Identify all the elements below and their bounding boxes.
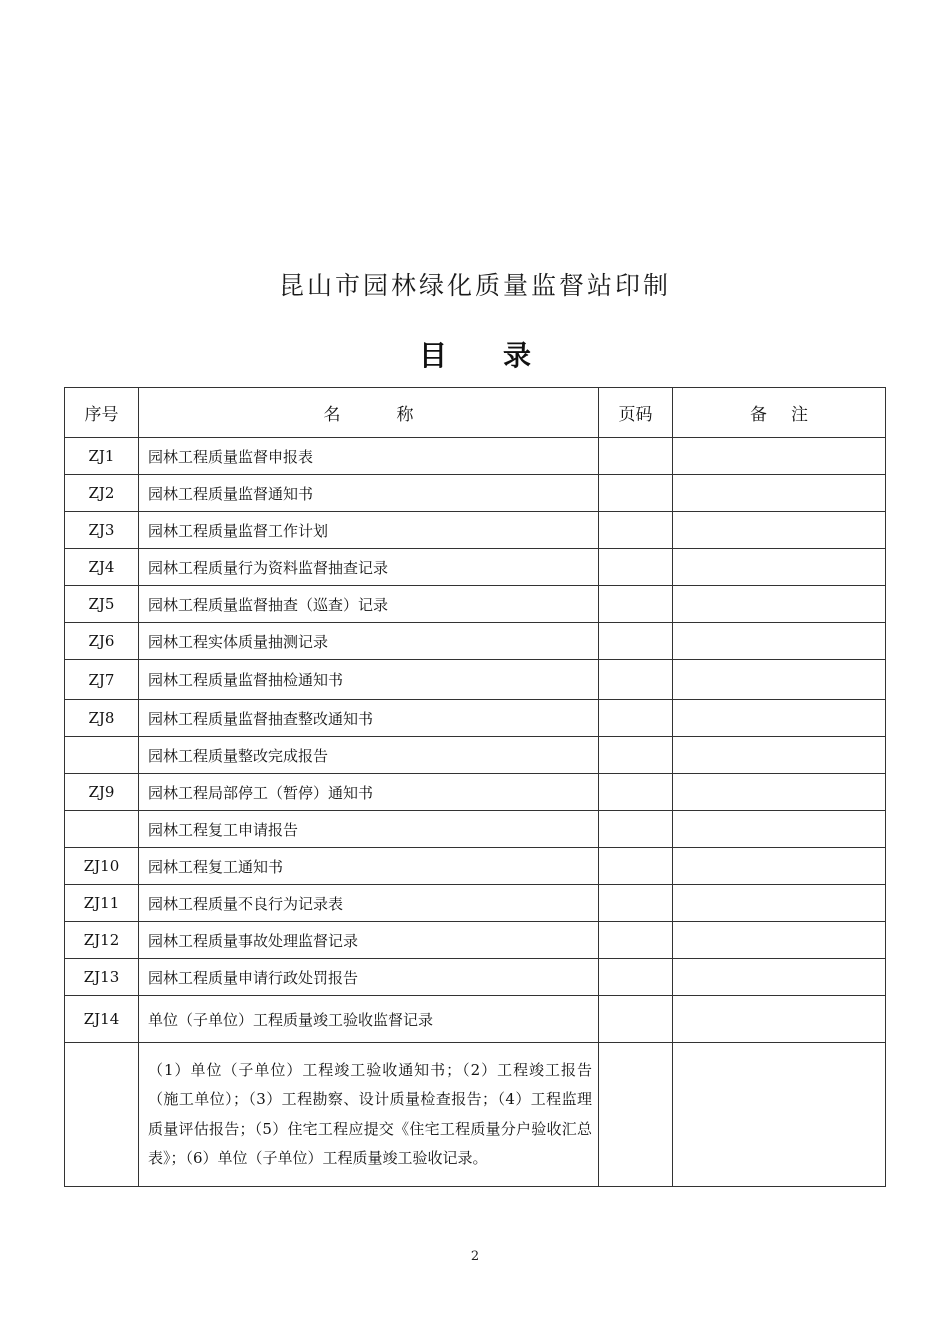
row-no: ZJ3: [65, 512, 139, 549]
row-no: [65, 737, 139, 774]
row-note: [673, 438, 886, 475]
row-page: [599, 700, 673, 737]
row-name: 园林工程复工通知书: [139, 848, 599, 885]
row-page: [599, 623, 673, 660]
row-note: [673, 512, 886, 549]
table-row: [65, 996, 886, 1043]
row-no: ZJ9: [65, 774, 139, 811]
row-note: [673, 774, 886, 811]
table-row: [65, 475, 886, 512]
row-name: 园林工程局部停工（暂停）通知书: [139, 774, 599, 811]
row-name: 园林工程质量监督抽查（巡查）记录: [139, 586, 599, 623]
row-page: [599, 996, 673, 1043]
table-row: [65, 586, 886, 623]
row-no: ZJ6: [65, 623, 139, 660]
header-name: [139, 388, 599, 438]
row-note: [673, 586, 886, 623]
header-name-char-1: 名: [323, 405, 341, 425]
row-name: 园林工程复工申请报告: [139, 811, 599, 848]
row-no: ZJ2: [65, 475, 139, 512]
table-row-attachments: [65, 1043, 886, 1187]
table-row: [65, 623, 886, 660]
header-name-char-2: 称: [396, 405, 414, 425]
row-no: [65, 811, 139, 848]
row-page: [599, 1043, 673, 1187]
row-name: 园林工程质量监督工作计划: [139, 512, 599, 549]
table-row: [65, 438, 886, 475]
row-no: ZJ14: [65, 996, 139, 1043]
row-note: [673, 475, 886, 512]
table-row: [65, 700, 886, 737]
row-name: 园林工程质量监督申报表: [139, 438, 599, 475]
row-name: 园林工程实体质量抽测记录: [139, 623, 599, 660]
header-note-char-2: 注: [791, 405, 808, 425]
table-row: [65, 811, 886, 848]
row-page: [599, 660, 673, 700]
table-row: [65, 848, 886, 885]
row-no: ZJ8: [65, 700, 139, 737]
row-name: 园林工程质量不良行为记录表: [139, 885, 599, 922]
row-no: ZJ10: [65, 848, 139, 885]
row-note: [673, 811, 886, 848]
row-no: ZJ7: [65, 660, 139, 700]
table-row: [65, 549, 886, 586]
table-header-row: [65, 388, 886, 438]
row-note: [673, 549, 886, 586]
row-page: [599, 475, 673, 512]
table-row: [65, 737, 886, 774]
row-note: [673, 922, 886, 959]
row-note: [673, 885, 886, 922]
row-page: [599, 848, 673, 885]
row-name: 园林工程质量整改完成报告: [139, 737, 599, 774]
row-note: [673, 1043, 886, 1187]
row-note: [673, 660, 886, 700]
row-name: 园林工程质量行为资料监督抽查记录: [139, 549, 599, 586]
row-note: [673, 700, 886, 737]
header-note: [673, 388, 886, 438]
row-page: [599, 549, 673, 586]
row-name: 园林工程质量事故处理监督记录: [139, 922, 599, 959]
header-page: 页码: [599, 388, 673, 438]
row-page: [599, 438, 673, 475]
toc-table: [64, 387, 886, 1187]
row-note: [673, 623, 886, 660]
header-note-char-1: 备: [750, 405, 767, 425]
header-no: 序号: [65, 388, 139, 438]
row-page: [599, 737, 673, 774]
row-no: ZJ12: [65, 922, 139, 959]
org-title: 昆山市园林绿化质量监督站印制: [278, 271, 671, 300]
row-note: [673, 737, 886, 774]
toc-title-char-2: 录: [503, 339, 532, 372]
row-page: [599, 512, 673, 549]
row-note: [673, 848, 886, 885]
row-name: 园林工程质量监督通知书: [139, 475, 599, 512]
attachments-note: （1）单位（子单位）工程竣工验收通知书；（2）工程竣工报告（施工单位）；（3）工程勘察、设计质量检查报告；（4）工程监理质量评估报告；（5）住宅工程应提交《住宅工程质量分户验收汇总表》；（6）单位（子单位）工程质量竣工验收记录。: [139, 1043, 599, 1187]
row-no: ZJ5: [65, 586, 139, 623]
row-no: ZJ1: [65, 438, 139, 475]
row-page: [599, 959, 673, 996]
table-row: [65, 774, 886, 811]
table-row: [65, 959, 886, 996]
row-name: 园林工程质量申请行政处罚报告: [139, 959, 599, 996]
row-name: 单位（子单位）工程质量竣工验收监督记录: [139, 996, 599, 1043]
row-name: 园林工程质量监督抽检通知书: [139, 660, 599, 700]
row-name: 园林工程质量监督抽查整改通知书: [139, 700, 599, 737]
row-page: [599, 586, 673, 623]
row-page: [599, 885, 673, 922]
row-page: [599, 774, 673, 811]
row-no: ZJ13: [65, 959, 139, 996]
row-note: [673, 959, 886, 996]
table-row: [65, 512, 886, 549]
toc-title: [0, 334, 950, 374]
table-row: [65, 660, 886, 700]
row-page: [599, 922, 673, 959]
row-note: [673, 996, 886, 1043]
row-no: ZJ4: [65, 549, 139, 586]
row-page: [599, 811, 673, 848]
table-row: [65, 922, 886, 959]
row-no: [65, 1043, 139, 1187]
page-number: 2: [470, 1249, 480, 1264]
row-no: ZJ11: [65, 885, 139, 922]
table-row: [65, 885, 886, 922]
toc-title-char-1: 目: [418, 339, 447, 372]
